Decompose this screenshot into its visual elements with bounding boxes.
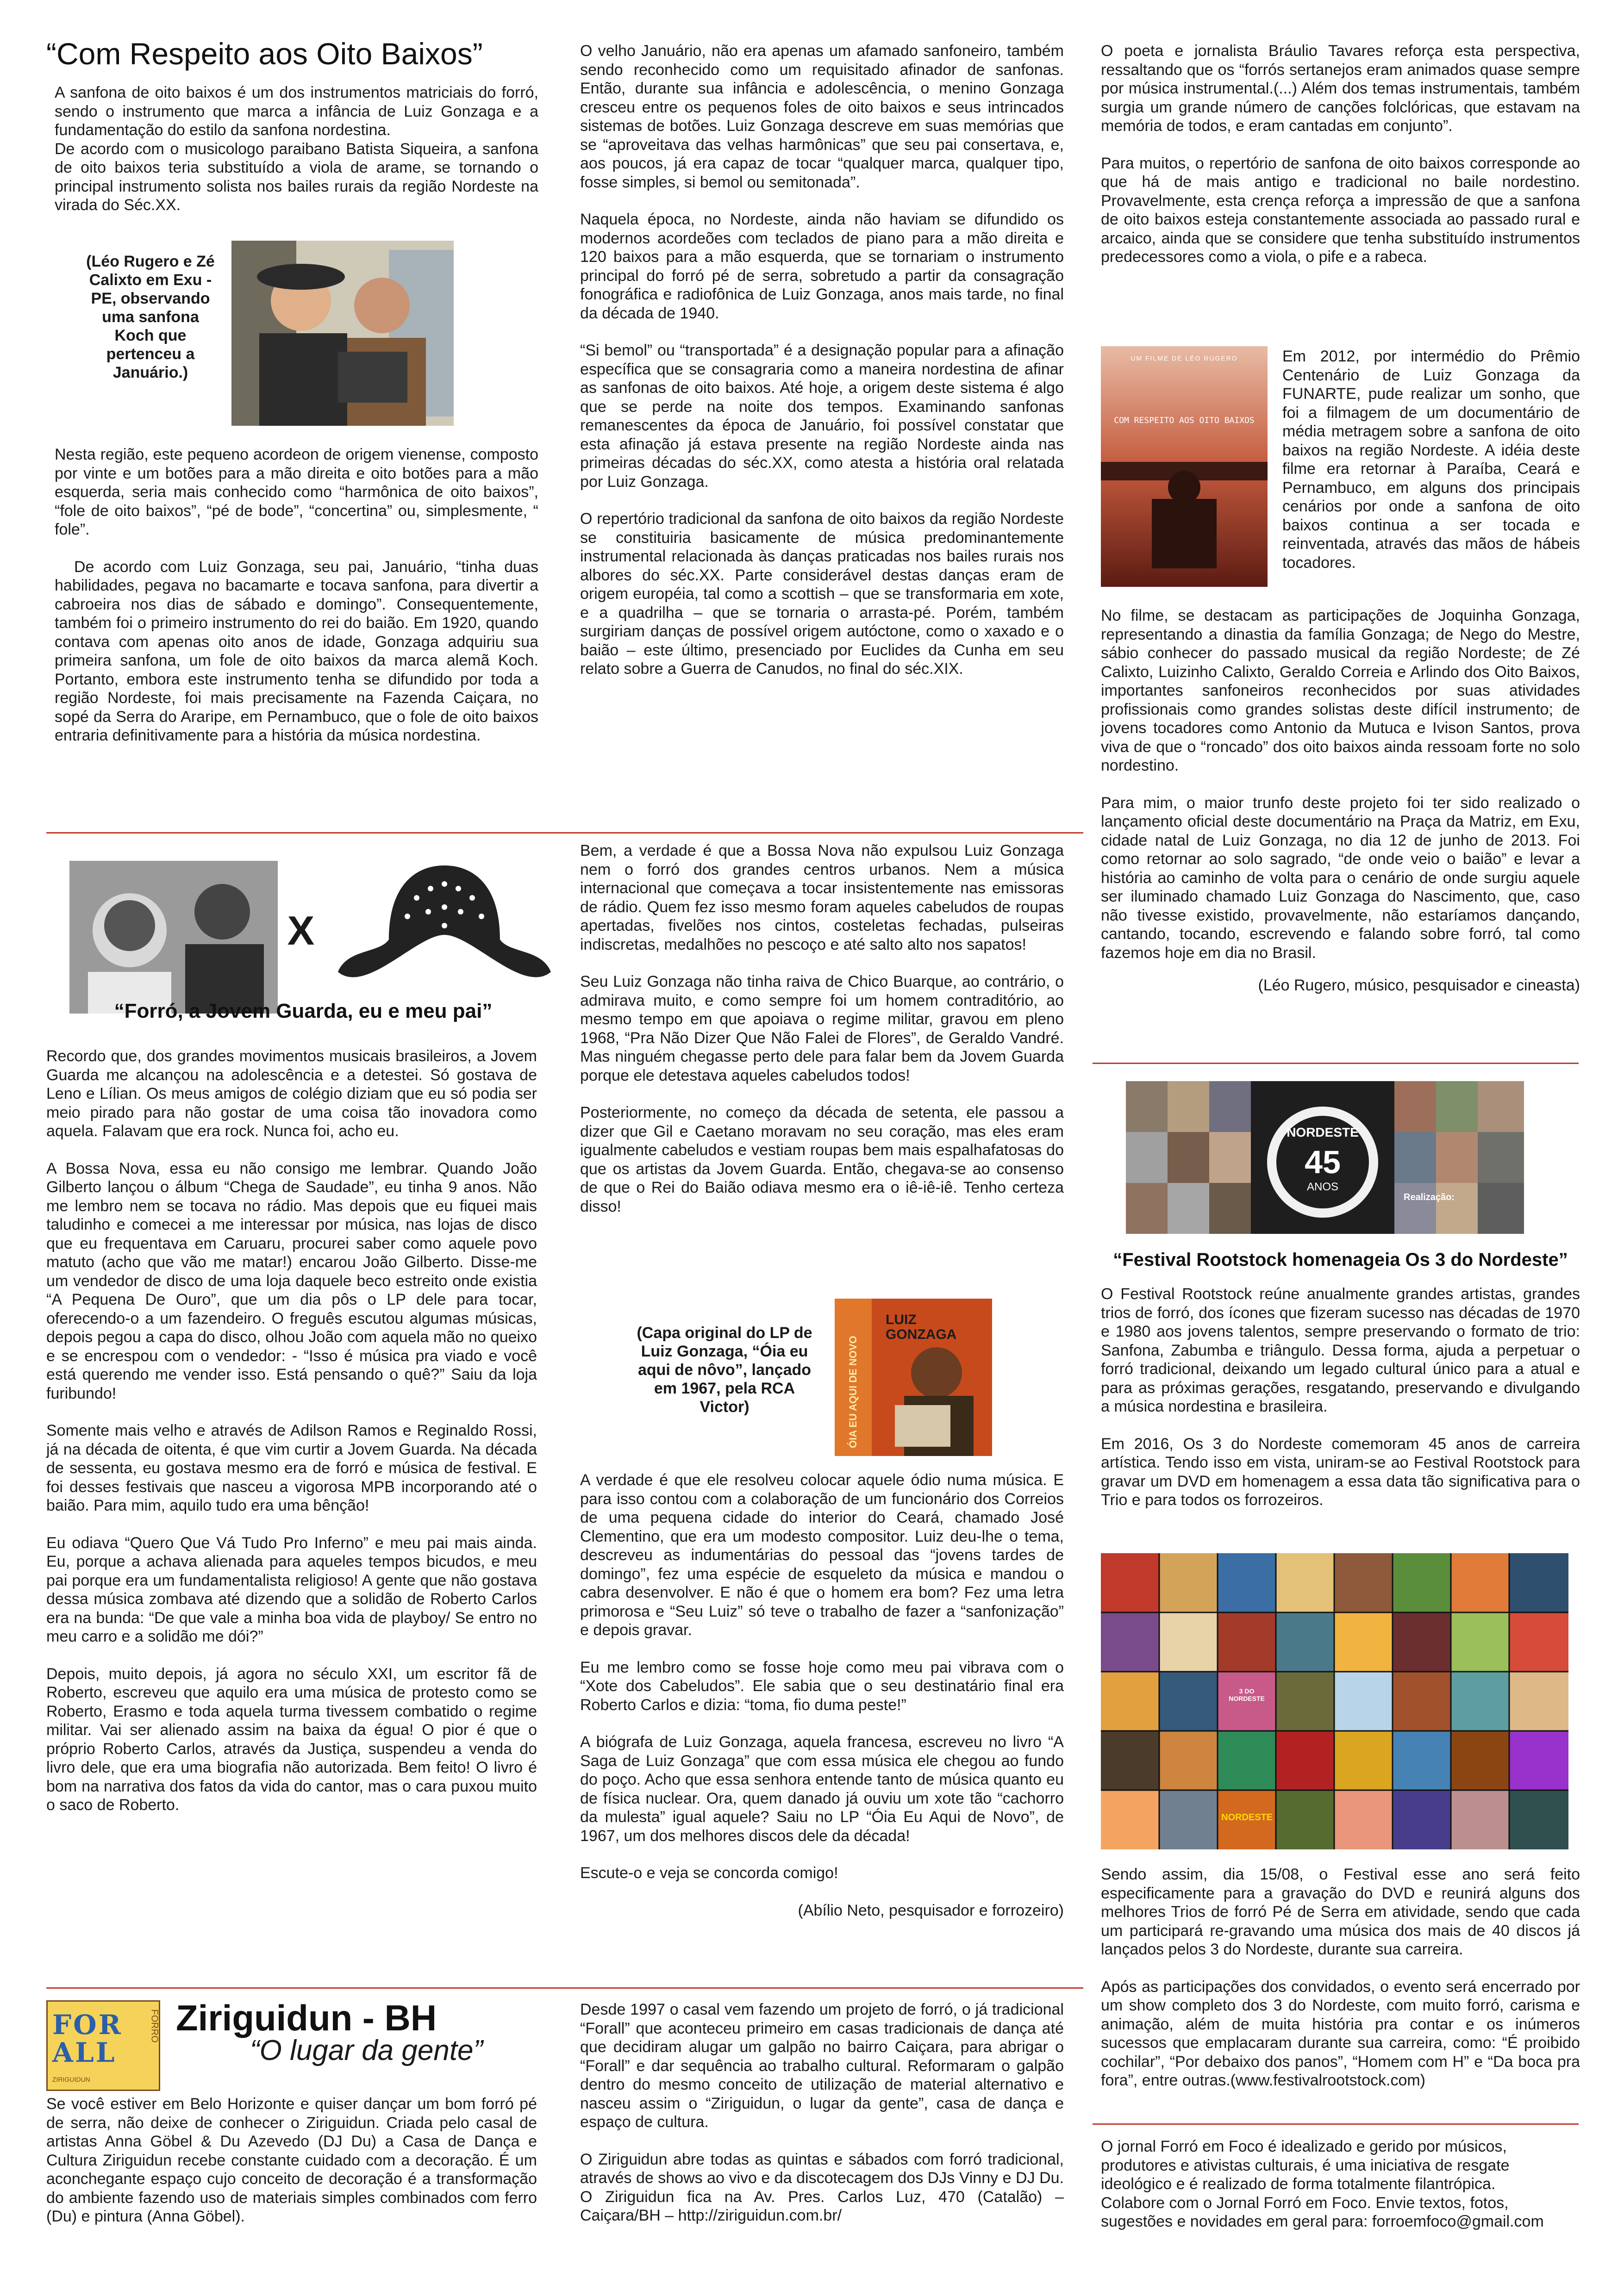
article4-text-bottom (1101, 1865, 1580, 2109)
versus-x: X (287, 908, 315, 953)
article-title-ziriguidun: Ziriguidun - BH (176, 1997, 437, 2038)
logo-small: ZIRIGUIDUN (52, 2076, 90, 2083)
paragraph: Eu odiava “Quero Que Vá Tudo Pro Inferno” e meu pai mais ainda. Eu, porque a achava alienada para aqueles tempos bicudos, e meu pai porque era um fundamentalista religioso! A gente que não gostava dessa música zombava até dizendo que a solidão de Roberto Carlos era na bunda: “De que vale a minha boa vida de playboy/ Se entro no meu carro e a solidão me dói?” (46, 1534, 537, 1645)
photo-leo-rugero-ze-calixto (231, 241, 454, 426)
divider-line (1093, 2123, 1579, 2125)
poster-title: COM RESPEITO AOS OITO BAIXOS (1114, 416, 1255, 425)
logo-text: FOR ALL (52, 2009, 123, 2068)
paragraph: No filme, se destacam as participações de Joquinha Gonzaga, representando a dinastia da família Gonzaga; de Nego do Mestre, sábio conhecer do passado musical da região Nordeste; de Zé Calixto, Luizinho Calixto, Geraldo Correia e Arlindo dos Oito Baixos, importantes sanfoneiros reconhecidos por suas atividades profissionais como grandes solistas deste difícil instrumento; de jovens tocadores como Antonio da Mutuca e Ivison Santos, prova viva de que o “roncado” dos oito baixos ainda ressoam forte no solo nordestino. (1101, 607, 1580, 774)
photo-jovem-guarda (69, 861, 278, 1014)
forall-logo (46, 2000, 160, 2091)
paragraph: Somente mais velho e através de Adilson Ramos e Reginaldo Rossi, já na década de oitenta, é que vim curtir a Jovem Guarda. Na década de sessenta, eu gostava mesmo era de forró e música de festival. E foi desses festivais que nasceu a vigorosa MPB incorporando até o baião. Para mim, aquilo tudo era uma bênção! (46, 1422, 537, 1514)
paragraph: Após as participações dos convidados, o evento será encerrado por um show completo dos 3 do Nordeste, com muito forró, carisma e animação, além de muita história pra contar e os inúmeros sucessos que emplacaram durante sua carreira, como: “É proibido cochilar”, “Por debaixo dos panos”, “Homem com H” e “Da boca pra fora”, entre outras.(www.festivalrootstock.com) (1101, 1978, 1580, 2089)
banner-years: 45 (1305, 1144, 1341, 1180)
banner-realizacao: Realização: (1404, 1192, 1455, 1202)
paragraph: Para muitos, o repertório de sanfona de oito baixos corresponde ao que há de mais antigo e tradicional no baile nordestino. Provavelmente, esta crença reforça a impressão de que a sanfona de oito baixos esteja constantemente associada ao passado rural e arcaico, ainda que se considere que tenha substituído instrumentos predecessores como a viola, o pife e a rabeca. (1101, 154, 1580, 266)
paragraph: Desde 1997 o casal vem fazendo um projeto de forró, o já tradicional “Forall” que aconteceu primeiro em casas tradicionais de dança até que decidiram alugar um galpão no bairro Caiçara, para abrigar o “Forall” e dar sequência ao trabalho cultural. Reformaram o galpão dentro do mesmo conceito de utilização de material alternativo e nasceu assim o “Ziriguidun, o lugar da gente”, casa de dança e espaço de cultura. (580, 2001, 1064, 2131)
paragraph: Seu Luiz Gonzaga não tinha raiva de Chico Buarque, ao contrário, o admirava muito, e como sempre foi um homem contraditório, ao mesmo tempo em que apoiava o regime militar, gravou em pleno 1968, “Pra Não Dizer Que Não Falei de Flores”, de Geraldo Vandré. Mas ninguém chegasse perto dele para falar bem da Jovem Guarda porque ele detestava aqueles cabeludos todos! (580, 973, 1064, 1084)
film-poster (1101, 346, 1268, 587)
ziriguidun-subtitle: “O lugar da gente” (250, 2035, 483, 2066)
paragraph: Nesta região, este pequeno acordeon de origem vienense, composto por vinte e um botões para a mão direita e oito botões para a mão esquerda, seria mais conhecido como “harmônica de oito baixos”, “fole de oito baixos”, “pé de bode”, “concertina” ou, simplesmente, “ fole”. (55, 446, 538, 538)
paragraph: A biógrafa de Luiz Gonzaga, aquela francesa, escreveu no livro “A Saga de Luiz Gonzaga” que com essa música ele chegou ao fundo do poço. Acho que essa senhora entende tanto de música quanto eu de física nuclear. Ora, quem danado já ouviu um xote tão “cachorro da mulesta” igual aquele? Saiu no LP “Óia Eu Aqui de Novo”, de 1967, um dos melhores discos dele da década! (580, 1733, 1064, 1845)
paragraph: Eu me lembro como se fosse hoje como meu pai vibrava com o “Xote dos Cabeludos”. Ele sabia que o seu destinatário final era Roberto Carlos e dizia: “toma, fio duma peste!” (580, 1658, 1064, 1714)
paragraph: A verdade é que ele resolveu colocar aquele ódio numa música. E para isso contou com a colaboração de um funcionário dos Correios de uma pequena cidade do interior do Ceará, chamado José Clementino, que era um modesto compositor. Luiz deu-lhe o tema, descreveu as indumentárias do pessoal das “jovens tardes de domingo”, fez uma espécie de esqueleto da música e mandou o cabra desenvolver. E não é que o homem era bom? Fez uma letra primorosa e “Seu Luiz” só teve o trabalho de fazer a “sanfonização” e depois gravar. (580, 1471, 1064, 1639)
paragraph: Naquela época, no Nordeste, ainda não haviam se difundido os modernos acordeões com teclados de piano para a mão direita e 120 baixos para a mão esquerda, que se tornariam o instrumento principal do forró pé de serra, sobretudo a partir da consagração fonográfica e radiofônica de Luiz Gonzaga, anos mais tarde, no final da década de 1940. (580, 211, 1064, 322)
paragraph: Depois, muito depois, já agora no século XXI, um escritor fã de Roberto, escreveu que aquilo era uma música de protesto como se Roberto, Erasmo e toda aquela turma tivessem combatido o regime militar. Vai ser alienado assim na baixa da égua! O pior é que o próprio Roberto Carlos, através da Justiça, suspendeu a venda do livro dele, que era uma biografia não autorizada. Bem feito! O livro é bom na narrativa dos fatos da vida do cantor, mas o cara puxou muito o saco de Roberto. (46, 1665, 537, 1814)
paragraph: Escute-o e veja se concorda comigo! (580, 1864, 838, 1882)
album-covers-grid (1101, 1553, 1568, 1849)
lp-caption: (Capa original do LP de Luiz Gonzaga, “Óia eu aqui de nôvo”, lançado em 1967, pela RCA Victor) (637, 1324, 812, 1416)
article1-col1-top (55, 83, 538, 233)
article4-text-top (1101, 1285, 1580, 1528)
article1-col1-bottom (55, 445, 538, 764)
grid-illustration (1101, 1553, 1568, 1849)
article-title-oito-baixos: “Com Respeito aos Oito Baixos” (46, 37, 483, 71)
footer-note (1101, 2137, 1580, 2231)
article2-col2-top (580, 841, 1064, 1234)
paragraph: A Bossa Nova, essa eu não consigo me lembrar. Quando João Gilberto lançou o álbum “Chega de Saudade”, eu tinha 9 anos. Não me lembro nem se tocava no rádio. Mas depois que eu fiquei mais taludinho e comecei a me interessar por música, nas lojas de disco que eu frequentava em Caruaru, procurei saber como aquele povo matuto (acho que vão me matar!) encarou João Gilberto. Disse-me um vendedor de disco de uma loja daquele beco estreito onde existia “A Pequena De Ouro”, que um dia pôs o LP dele para tocar, oferecendo-o a um fazendeiro. O freguês escutou algumas músicas, depois pegou a capa do disco, olhou João com aquela mão no queixo e se encrespou com o vendedor: - “Isso é música pra viado e você está querendo me vender isso. Está pensando o quê?” Saiu da loja furibundo! (46, 1159, 537, 1402)
paragraph: O Ziriguidun abre todas as quintas e sábados com forró tradicional, através de shows ao vivo e da discotecagem dos DJs Vinny e DJ Du. O Ziriguidun fica na Av. Pres. Carlos Luz, 470 (Catalão) – Caiçara/BH – http://ziriguidun.com.br/ (580, 2150, 1064, 2224)
article1-col3-top (1101, 42, 1580, 285)
paragraph: O velho Januário, não era apenas um afamado sanfoneiro, também sendo reconhecido como um requisitado afinador de sanfonas. Então, durante sua infância e adolescência, o menino Gonzaga cresceu entre os pequenos foles de oito baixos e seus intrincados sistemas de botões. Luiz Gonzaga descreve em suas memórias que se “aproveitava das velhas harmônicas” que seu pai consertava, e, aos poucos, já era capaz de tocar “qualquer marca, qualquer tipo, fosse simples, si bemol ou semitonada”. (580, 42, 1064, 191)
logo-side: FORRÓ (149, 2009, 160, 2043)
grid-label-b: NORDESTE (1221, 1812, 1273, 1823)
divider-line (1093, 1063, 1579, 1064)
article2-col2-bottom (580, 1471, 1064, 1938)
paragraph: Recordo que, dos grandes movimentos musicais brasileiros, a Jovem Guarda me alcançou na adolescência e a detestei. Só gostava de Leno e Lílian. Os meus amigos de colégio diziam que eu só podia ser meio pirado para não gostar de uma coisa tão inovadora como aquela. Falavam que era rock. Nunca foi, acho eu. (46, 1047, 537, 1140)
paragraph: “Si bemol” ou “transportada” é a designação popular para a afinação específica que se consagraria como a maneira nordestina de afinar as sanfonas de oito baixos. Até hoje, a origem deste sistema é algo que se perde na noite dos tempos. Examinando sanfonas remanescentes da época de Januário, foi possível constatar que esta afinação já estava presente na região Nordeste ainda nas primeiras décadas do séc.XX, como atesta a história oral relatada por Luiz Gonzaga. (580, 342, 1064, 491)
lp-cover-image (835, 1299, 992, 1456)
lp-cover-name: LUIZ GONZAGA (886, 1312, 957, 1342)
poster-top-text: UM FILME DE LÉO RUGERO (1131, 355, 1238, 362)
grid-label-a: 3 DO NORDESTE (1229, 1687, 1265, 1702)
banner-nordeste: NORDESTE (1287, 1125, 1359, 1139)
paragraph: Em 2016, Os 3 do Nordeste comemoram 45 anos de carreira artística. Tendo isso em vista, uniram-se ao Festival Rootstock para gravar um DVD em homenagem a essa data tão significativa para o Trio e para todos os forrozeiros. (1101, 1435, 1580, 1509)
article1-col3-bottom (1101, 606, 1580, 1013)
article2-col1 (46, 1047, 537, 1833)
hat-illustration (324, 856, 565, 995)
photo-illustration (231, 241, 454, 426)
paragraph: A sanfona de oito baixos é um dos instrumentos matriciais do forró, sendo o instrumento que marca a infância de Luiz Gonzaga e a fundamentação do estilo da sanfona nordestina. (55, 84, 538, 139)
paragraph: Bem, a verdade é que a Bossa Nova não expulsou Luiz Gonzaga nem o forró dos grandes centros urbanos. Nem a música internacional que começava a tocar insistentemente nas emissoras de rádio. Quem fez isso mesmo foram aqueles cabeludos de roupas apertadas, fivelões nos cintos, costeletas fechadas, pulseiras indiscretas, medalhões no pescoço e até salto alto nos sapatos! (580, 842, 1064, 953)
paragraph: De acordo com Luiz Gonzaga, seu pai, Januário, “tinha duas habilidades, pegava no bacamarte e tocava sanfona, para divertir a cabroeira nos dias de sábado e domingo”. Consequentemente, também foi o primeiro instrumento do rei do baião. Em 1920, quando contava com apenas oito anos de idade, Gonzaga adquiriu sua primeira sanfona, um fole de oito baixos da marca alemã Koch. Portanto, embora este instrumento tenha se difundido por toda a região Nordeste, foi mais precisamente na Fazenda Caiçara, no sopé da Serra do Araripe, em Pernambuco, que o fole de oito baixos entraria definitivamente para a história da música nordestina. (55, 558, 538, 744)
lp-cover-title: ÓIA EU AQUI DE NOVO (847, 1336, 859, 1448)
article3-col2 (580, 2000, 1064, 2244)
rootstock-banner (1126, 1081, 1524, 1234)
paragraph: Sendo assim, dia 15/08, o Festival esse ano será feito especificamente para a gravação do DVD e reunirá alguns dos melhores Trios de forró Pé de Serra em atividade, sendo que cada um participará re-gravando uma música dos mais de 40 discos já lançados pelos 3 do Nordeste, durante sua carreira. (1101, 1866, 1580, 1958)
poster-illustration (1101, 346, 1268, 587)
article2-credit: (Abílio Neto, pesquisador e forrozeiro) (798, 1901, 1064, 1919)
paragraph: O Festival Rootstock reúne anualmente grandes artistas, grandes trios de forró, dos ícones que fizeram sucesso nas décadas de 1970 e 1980 aos jovens talentos, sempre preservando o formato de trio: Sanfona, Zabumba e triângulo. Dessa forma, ajuda a perpetuar o forró tradicional, deixando um legado cultural único para a atual e para as próximas gerações, resgatando, preservando e divulgando a música nordestina e brasileira. (1101, 1285, 1580, 1415)
article1-col2 (580, 42, 1064, 697)
article3-col1: Se você estiver em Belo Horizonte e quiser dançar um bom forró pé de serra, não deixe de conhecer o Ziriguidun. Criada pelo casal de artistas Anna Göbel & Du Azevedo (DJ Du) a Casa de Dança e Cultura Ziriguidun recebe constante cuidado com a decoração. É um aconchegante espaço cujo conceito de decoração é a transformação do ambiente fazendo uso de materiais simples combinados com ferro (Du) e pintura (Anna Göbel). (46, 2095, 537, 2225)
paragraph: De acordo com o musicologo paraibano Batista Siqueira, a sanfona de oito baixos teria substituído a viola de arame, se tornando o principal instrumento solista nos bailes rurais da região Nordeste na virada do Séc.XX. (55, 140, 538, 214)
paragraph: O poeta e jornalista Bráulio Tavares reforça esta perspectiva, ressaltando que os “forrós sertanejos eram animados quase sempre por música instrumental.(...) Além dos temas instrumentais, também surgia um grande número de canções folclóricas, que estavam na memória de todos, e eram cantadas em conjunto”. (1101, 42, 1580, 135)
divider-line (46, 832, 1083, 834)
paragraph: Para mim, o maior trunfo deste projeto foi ter sido realizado o lançamento oficial deste documentário na Praça da Matriz, em Exu, cidade natal de Luiz Gonzaga, no dia 12 de junho de 2013. Foi como retornar ao solo sagrado, “de onde veio o baião” e levar a história ao caminho de volta para o cenário de onde surgiu aquele ser iluminado chamado Luiz Gonzaga do Nascimento, que, caso não tivesse existido, provavelmente, não estaríamos dançando, cantando, tocando, escrevendo e falando sobre forró, tal como fazemos hoje em dia no Brasil. (1101, 794, 1580, 962)
divider-line (46, 1987, 1083, 1989)
footer-line2: Colabore com o Jornal Forró em Foco. Envie textos, fotos, sugestões e novidades em geral para: forroemfoco@gmail.com (1101, 2194, 1544, 2230)
article-title-rootstock: “Festival Rootstock homenageia Os 3 do Nordeste” (1113, 1250, 1568, 1270)
paragraph: Posteriormente, no começo da década de setenta, ele passou a dizer que Gil e Caetano moravam no seu coração, mas eles eram igualmente cabeludos e vestiam roupas bem mais espalhafatosas do que os artistas da Jovem Guarda. Então, chegava-se ao consenso de que o Rei do Baião odiava mesmo era o iê-iê-iê. Tenho certeza disso! (580, 1104, 1064, 1215)
photo-caption-leo-ze: (Léo Rugero e Zé Calixto em Exu - PE, observando uma sanfona Koch que pertenceu a Januário.) (86, 253, 215, 381)
article1-col3-beside-poster: Em 2012, por intermédio do Prêmio Centenário de Luiz Gonzaga da FUNARTE, pude realizar um sonho, que foi a filmagem de um documentário de média metragem sobre a sanfona de oito baixos na região Nordeste. A idéia deste filme era retornar à Paraíba, Ceará e Pernambuco, em alguns dos principais cenários por onde a sanfona de oito baixos continua a ser tocada e reinventada, através das mãos de hábeis tocadores. (1282, 348, 1580, 572)
photo-illustration (69, 861, 278, 1014)
article1-credit: (Léo Rugero, músico, pesquisador e cineasta) (1258, 977, 1580, 994)
cangaceiro-hat-icon (324, 856, 565, 995)
banner-anos: ANOS (1306, 1181, 1338, 1193)
article-title-jovem-guarda: “Forró, a Jovem Guarda, eu e meu pai” (114, 1000, 493, 1022)
footer-line1: O jornal Forró em Foco é idealizado e gerido por músicos, produtores e ativistas culturais, é uma iniciativa de resgate ideológico e é realizado de forma totalmente filantrópica. (1101, 2138, 1510, 2193)
paragraph: O repertório tradicional da sanfona de oito baixos da região Nordeste se constituiria basicamente de música predominantemente instrumental relacionada às danças praticadas nos bailes rurais nos albores do séc.XX. Parte considerável destas danças eram de origem européia, tal como a scottish – que se transformaria em xote, e a quadrilha – que se tornaria o arrasta-pé. Porém, também surgiriam danças de possível origem autóctone, como o xaxado e o baião – este último, presenciado por Euclides da Cunha em seu relato sobre a Guerra de Canudos, no final do séc.XIX. (580, 510, 1064, 678)
